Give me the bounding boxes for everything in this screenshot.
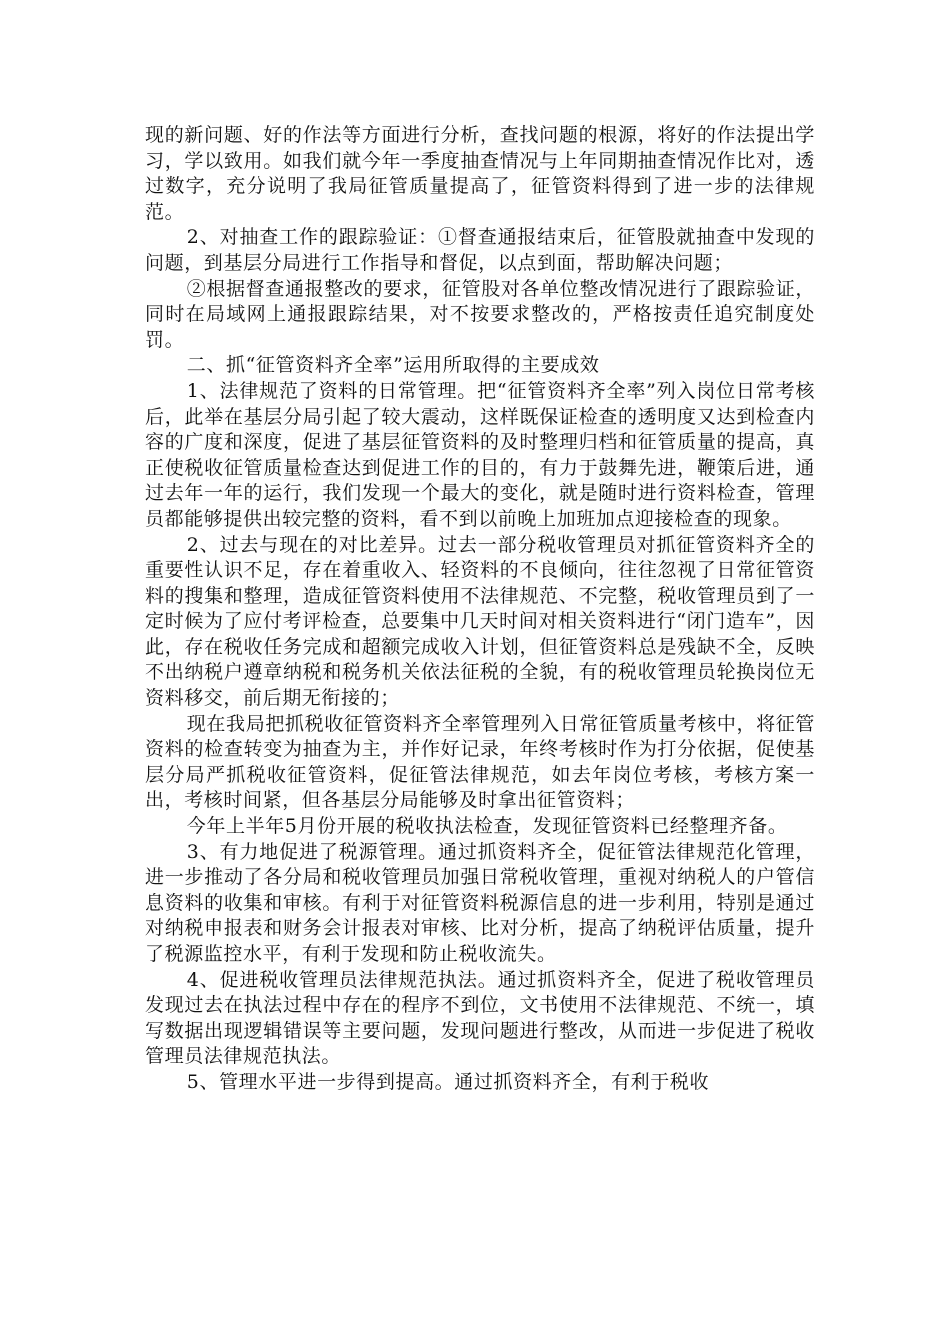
section-heading-results: 二、抓“征管资料齐全率”运用所取得的主要成效 <box>186 354 600 377</box>
paragraph-current-practice: 现在我局把抓税收征管资料齐全率管理列入日常征管质量考核中，将征管资料的检查转变为抽查为主，并作好记录，年终考核时作为打分依据，促使基层分局严抓税收征管资料，促征管法律规范，如去年岗位考核，考核方案一出，考核时间紧，但各基层分局能够及时拿出征管资料； <box>145 712 815 812</box>
paragraph-point-3: 3、有力地促进了税源管理。通过抓资料齐全，促征管法律规范化管理，进一步推动了各分局和税收管理员加强日常税收管理，重视对纳税人的户管信息资料的收集和审核。有利于对征管资料税源信息的进一步利用，特别是通过对纳税申报表和财务会计报表对审核、比对分析，提高了纳税评估质量，提升了税源监控水平，有利于发现和防止税收流失。 <box>145 840 815 965</box>
paragraph-point-2: 2、过去与现在的对比差异。过去一部分税收管理员对抓征管资料齐全的重要性认识不足，存在着重收入、轻资料的不良倾向，往往忽视了日常征管资料的搜集和整理，造成征管资料使用不法律规范、不完整，税收管理员到了一定时候为了应付考评检查，总要集中几天时间对相关资料进行“闭门造车”，因此，存在税收任务完成和超额完成收入计划，但征管资料总是残缺不全，反映不出纳税户遵章纳税和税务机关依法征税的全貌，有的税收管理员轮换岗位无资料移交，前后期无衔接的； <box>145 533 815 710</box>
paragraph-point-4: 4、促进税收管理员法律规范执法。通过抓资料齐全，促进了税收管理员发现过去在执法过程中存在的程序不到位，文书使用不法律规范、不统一，填写数据出现逻辑错误等主要问题，发现问题进行整改，从而进一步促进了税收管理员法律规范执法。 <box>145 968 815 1068</box>
paragraph-continuation: 现的新问题、好的作法等方面进行分析，查找问题的根源，将好的作法提出学习，学以致用。如我们就今年一季度抽查情况与上年同期抽查情况作比对，透过数字，充分说明了我局征管质量提高了，征管资料得到了进一步的法律规范。 <box>145 124 815 223</box>
document-page <box>145 123 815 1096</box>
paragraph-point-1: 1、法律规范了资料的日常管理。把“征管资料齐全率”列入岗位日常考核后，此举在基层分局引起了较大震动，这样既保证检查的透明度又达到检查内容的广度和深度，促进了基层征管资料的及时整理归档和征管质量的提高，真正使税收征管质量检查达到促进工作的目的，有力于鼓舞先进，鞭策后进，通过去年一年的运行，我们发现一个最大的变化，就是随时进行资料检查，管理员都能够提供出较完整的资料，看不到以前晚上加班加点迎接检查的现象。 <box>145 379 815 530</box>
paragraph-inspection-result: 今年上半年5月份开展的税收执法检查，发现征管资料已经整理齐备。 <box>186 815 788 838</box>
paragraph-tracking-verification: 2、对抽查工作的跟踪验证：①督查通报结束后，征管股就抽查中发现的问题，到基层分局进行工作指导和督促，以点到面，帮助解决问题； <box>145 226 815 274</box>
paragraph-point-5: 5、管理水平进一步得到提高。通过抓资料齐全，有利于税收 <box>186 1070 710 1093</box>
paragraph-rectification: ②根据督查通报整改的要求，征管股对各单位整改情况进行了跟踪验证，同时在局域网上通报跟踪结果，对不按要求整改的，严格按责任追究制度处罚。 <box>145 277 815 351</box>
